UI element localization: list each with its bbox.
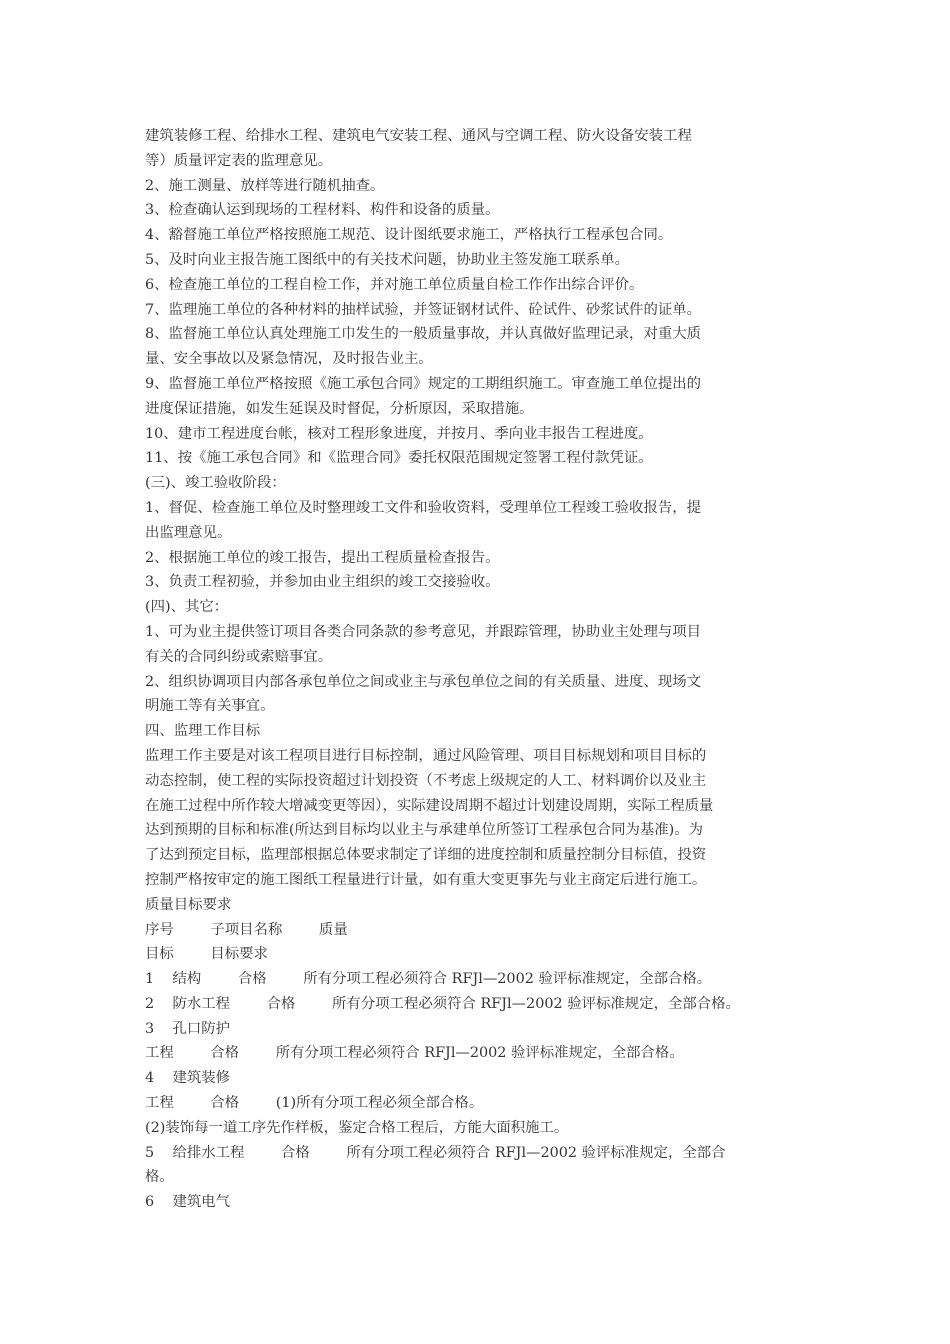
text-line: 6、检查施工单位的工程自检工作，并对施工单位质量自检工作作出综合评价。 xyxy=(145,276,644,293)
text-line: 在施工过程中所作较大增减变更等因），实际建设周期不超过计划建设周期，实际工程质量 xyxy=(145,797,714,814)
text-line: 量、安全事故以及紧急情况，及时报告业主。 xyxy=(145,351,433,368)
text-line: (三)、竣工验收阶段： xyxy=(145,475,286,492)
text-line: 达到预期的目标和标准(所达到目标均以业主与承建单位所签订工程承包合同为基准)。为 xyxy=(145,822,704,839)
text-line: 明施工等有关事宜。 xyxy=(145,698,275,715)
text-line: 5、及时向业主报告施工图纸中的有关技术问题，协助业主签发施工联系单。 xyxy=(145,251,630,268)
text-line: 控制严格按审定的施工图纸工程量进行计量，如有重大变更事先与业主商定后进行施工。 xyxy=(145,871,707,888)
text-line: (2)装饰每一道工序先作样板，鉴定合格工程后，方能大面积施工。 xyxy=(145,1119,569,1136)
text-line: 9、监督施工单位严格按照《施工承包合同》规定的工期组织施工。审查施工单位提出的 xyxy=(145,375,702,392)
text-line: 监理工作主要是对该工程项目进行目标控制，通过风险管理、项目目标规划和项目目标的 xyxy=(145,747,707,764)
text-line: 7、监理施工单位的各种材料的抽样试验，并签证钢材试件、砼试件、砂浆试件的证单。 xyxy=(145,301,702,318)
text-line: 1、可为业主提供签订项目各类合同条款的参考意见，并跟踪管理，协助业主处理与项目 xyxy=(145,623,702,640)
text-line: 质量目标要求 xyxy=(145,896,232,913)
text-line: 等）质量评定表的监理意见。 xyxy=(145,152,333,169)
text-line: 8、监督施工单位认真处理施工巾发生的一般质量事故，并认真做好监理记录，对重大质 xyxy=(145,326,702,343)
text-line: 4 建筑装修 xyxy=(145,1070,231,1087)
text-line: 11、按《施工承包合同》和《监理合同》委托权限范围规定签署工程付款凭证。 xyxy=(145,450,653,467)
document-body xyxy=(145,124,825,1215)
text-line: 序号 子项目名称 质量 xyxy=(145,921,348,938)
text-line: 2、组织协调项目内部各承包单位之间或业主与承包单位之间的有关质量、进度、现场文 xyxy=(145,673,702,690)
text-line: 建筑装修工程、给排水工程、建筑电气安装工程、通风与空调工程、防火设备安装工程 xyxy=(145,128,692,144)
text-line: 2、根据施工单位的竣工报告，提出工程质量检查报告。 xyxy=(145,549,500,566)
text-line: 工程 合格 (1)所有分项工程必须全部合格。 xyxy=(145,1095,484,1112)
text-line: 10、建市工程进度台帐，核对工程形象进度，并按月、季向业丰报告工程进度。 xyxy=(145,425,653,442)
text-line: (四)、其它： xyxy=(145,599,229,616)
text-line: 了达到预定目标，监理部根据总体要求制定了详细的进度控制和质量控制分目标值，投资 xyxy=(145,847,707,864)
text-line: 4、豁督施工单位严格按照施工规范、设计图纸要求施工，严格执行工程承包合同。 xyxy=(145,227,673,244)
text-line: 6 建筑电气 xyxy=(145,1194,231,1211)
text-line: 5 给排水工程 合格 所有分项工程必须符合 RFJl—2002 验评标准规定，全部合 xyxy=(145,1144,726,1161)
text-line: 3、检查确认运到现场的工程材料、构件和设备的质量。 xyxy=(145,202,500,219)
text-line: 目标 目标要求 xyxy=(145,946,268,963)
text-line: 四、监理工作目标 xyxy=(145,723,261,740)
text-line: 3 孔口防护 xyxy=(145,1020,231,1037)
text-line: 出监理意见。 xyxy=(145,524,232,541)
text-line: 有关的合同纠纷或索赔事宜。 xyxy=(145,648,333,665)
text-line: 进度保证措施，如发生延误及时督促，分析原因，采取措施。 xyxy=(145,400,534,417)
text-line: 1 结构 合格 所有分项工程必须符合 RFJl—2002 验评标准规定，全部合格。 xyxy=(145,971,712,988)
text-line: 2、施工测量、放样等进行随机抽查。 xyxy=(145,177,385,194)
text-line: 动态控制，使工程的实际投资超过计划投资（不考虑上级规定的人工、材料调价以及业主 xyxy=(145,772,707,789)
text-line: 工程 合格 所有分项工程必须符合 RFJl—2002 验评标准规定，全部合格。 xyxy=(145,1045,684,1062)
text-line: 3、负责工程初验，并参加由业主组织的竣工交接验收。 xyxy=(145,574,500,591)
text-line: 2 防水工程 合格 所有分项工程必须符合 RFJl—2002 验评标准规定，全部合格。 xyxy=(145,995,740,1012)
text-line: 1、督促、检查施工单位及时整理竣工文件和验收资料，受理单位工程竣工验收报告，提 xyxy=(145,499,702,516)
text-line: 格。 xyxy=(145,1169,174,1186)
